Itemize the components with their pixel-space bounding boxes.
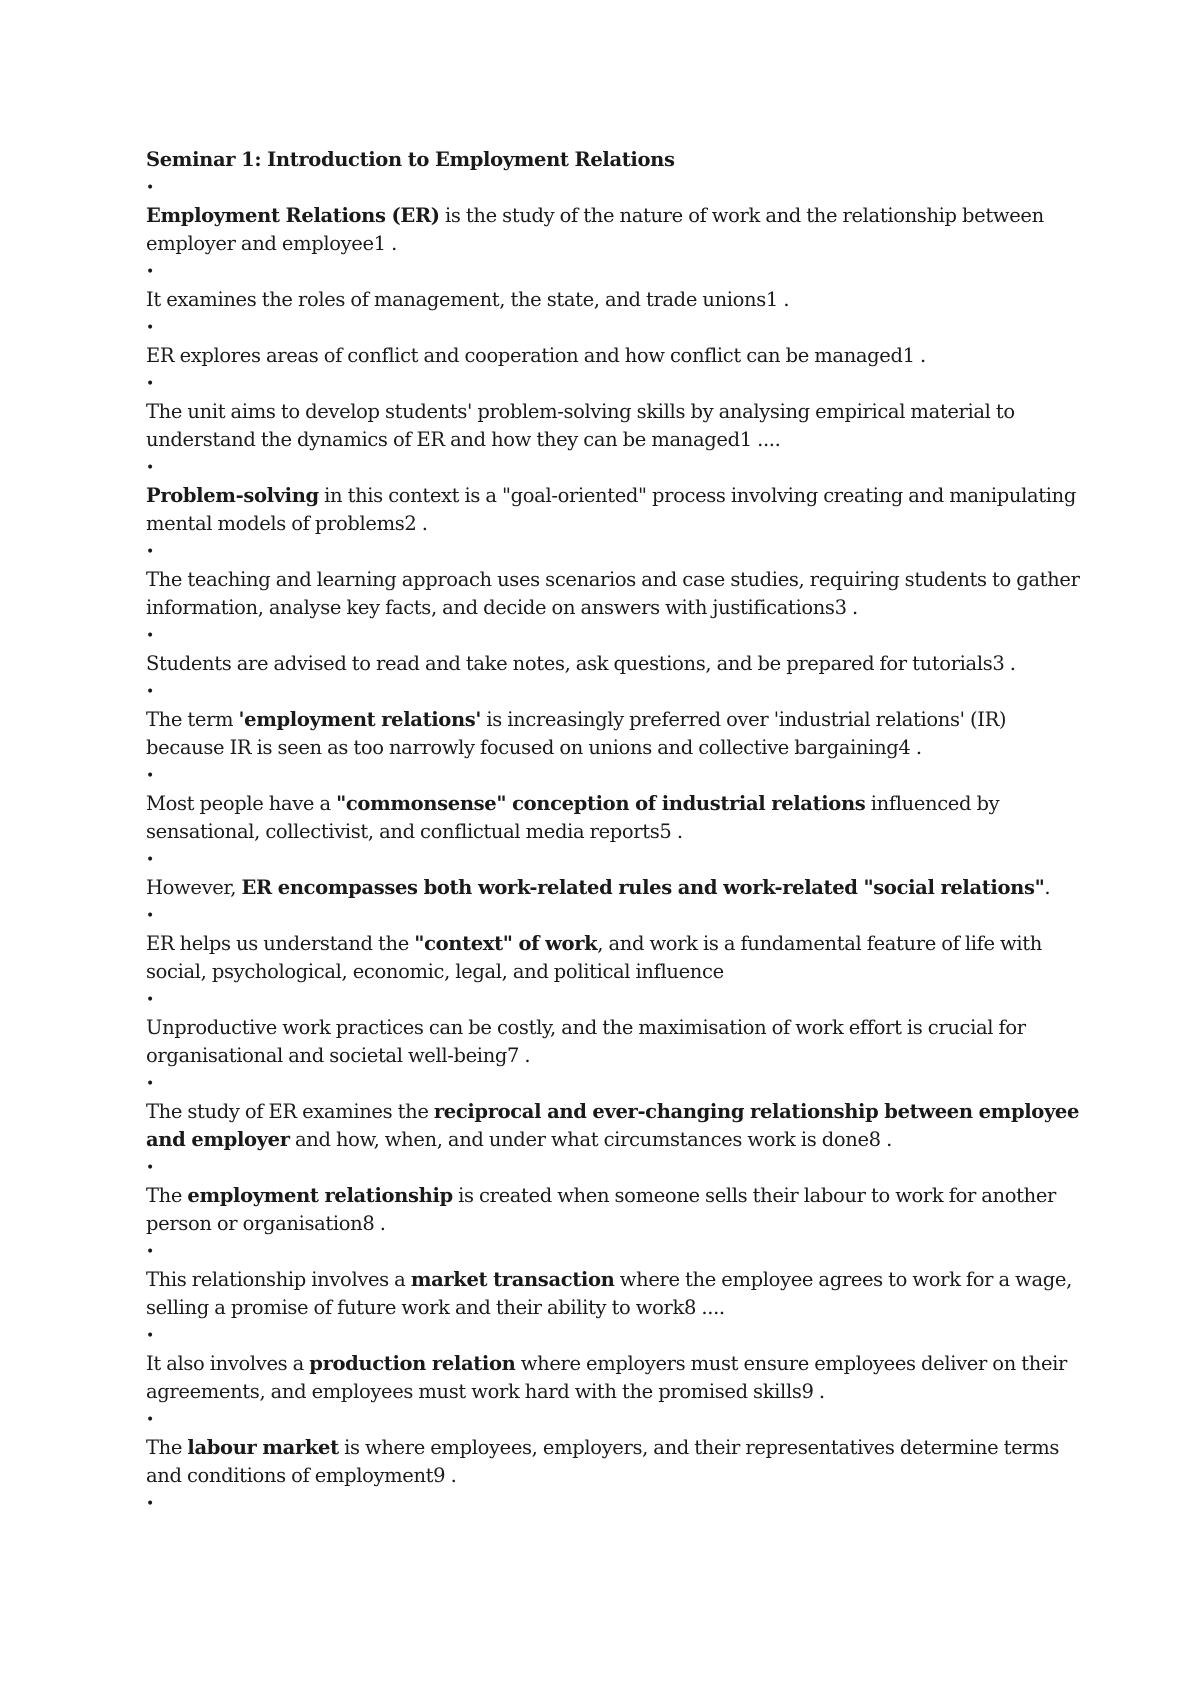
page-title: Seminar 1: Introduction to Employment Relations [146, 148, 675, 171]
text-run: where the employee agrees to work for a wage, selling a promise of future work and their ability to work8 .... [146, 1268, 1072, 1319]
bold-text: market transaction [410, 1268, 615, 1291]
bold-text: ER encompasses both work-related rules and work-related "social relations" [241, 876, 1045, 899]
list-item [146, 1014, 1086, 1070]
bullet-icon: • [146, 264, 154, 280]
text-run: The teaching and learning approach uses scenarios and case studies, requiring students to gather information, analyse key facts, and decide on answers with justifications3 . [146, 568, 1080, 619]
text-run: ER explores areas of conflict and cooperation and how conflict can be managed1 . [146, 344, 926, 367]
text-run: This relationship involves a [146, 1268, 411, 1291]
bullet-icon: • [146, 180, 154, 196]
bullet-icon: • [146, 1076, 154, 1092]
text-run: is the study of the nature of work and the relationship between employer and employee1 . [146, 204, 1044, 255]
bullet-icon: • [146, 1496, 154, 1512]
bullet-icon: • [146, 684, 154, 700]
bullet-icon: • [146, 628, 154, 644]
bullet-icon: • [146, 1244, 154, 1260]
text-run: ER helps us understand the [146, 932, 415, 955]
list-item [146, 930, 1086, 986]
bullet-list [146, 174, 1086, 1518]
list-item [146, 790, 1086, 846]
bullet-icon: • [146, 908, 154, 924]
text-run: The [146, 1184, 188, 1207]
bullet-icon: • [146, 460, 154, 476]
list-item [146, 1434, 1086, 1490]
list-item [146, 342, 1086, 370]
list-item [146, 650, 1086, 678]
list-item [146, 1098, 1086, 1154]
bullet-icon: • [146, 376, 154, 392]
bold-text: production relation [309, 1352, 516, 1375]
document-page [146, 146, 1086, 1518]
list-item [146, 202, 1086, 258]
text-run: However, [146, 876, 242, 899]
list-item [146, 398, 1086, 454]
text-run: is created when someone sells their labour to work for another person or organisation8 . [146, 1184, 1057, 1235]
bullet-icon: • [146, 1160, 154, 1176]
bullet-icon: • [146, 320, 154, 336]
text-run: It also involves a [146, 1352, 310, 1375]
list-item [146, 566, 1086, 622]
list-item [146, 874, 1086, 902]
text-run: is where employees, employers, and their representatives determine terms and conditions of employment9 . [146, 1436, 1060, 1487]
text-run: Most people have a [146, 792, 337, 815]
bold-text: employment relationship [187, 1184, 453, 1207]
bold-text: Employment Relations (ER) [146, 204, 440, 227]
text-run: It examines the roles of management, the state, and trade unions1 . [146, 288, 790, 311]
text-run: in this context is a "goal-oriented" process involving creating and manipulating mental models of problems2 . [146, 484, 1076, 535]
bullet-icon: • [146, 992, 154, 1008]
list-item [146, 1350, 1086, 1406]
text-run: is increasingly preferred over 'industrial relations' (IR) because IR is seen as too narrowly focused on unions and collective bargaining4 . [146, 708, 1007, 759]
bold-text: "commonsense" conception of industrial relations [336, 792, 866, 815]
bullet-icon: • [146, 1328, 154, 1344]
text-run: Students are advised to read and take notes, ask questions, and be prepared for tutorials3 . [146, 652, 1016, 675]
bullet-icon: • [146, 1412, 154, 1428]
list-item [146, 706, 1086, 762]
text-run: , and work is a fundamental feature of life with social, psychological, economic, legal, and political influence [146, 932, 1042, 983]
bullet-icon: • [146, 852, 154, 868]
text-run: . [1044, 876, 1051, 899]
text-run: The study of ER examines the [146, 1100, 434, 1123]
list-item [146, 286, 1086, 314]
text-run: The [146, 1436, 188, 1459]
text-run: influenced by sensational, collectivist, and conflictual media reports5 . [146, 792, 1000, 843]
list-item [146, 1266, 1086, 1322]
text-run: and how, when, and under what circumstances work is done8 . [289, 1128, 892, 1151]
bold-text: "context" of work [414, 932, 598, 955]
text-run: where employers must ensure employees deliver on their agreements, and employees must work hard with the promised skills9 . [146, 1352, 1067, 1403]
bullet-icon: • [146, 768, 154, 784]
list-item [146, 482, 1086, 538]
bold-text: reciprocal and ever-changing relationship between employee and employer [146, 1100, 1080, 1151]
bullet-icon: • [146, 544, 154, 560]
bold-text: labour market [187, 1436, 339, 1459]
bold-text: Problem-solving [146, 484, 319, 507]
text-run: The term [146, 708, 239, 731]
bold-text: 'employment relations' [238, 708, 482, 731]
list-item [146, 1182, 1086, 1238]
text-run: The unit aims to develop students' problem-solving skills by analysing empirical material to understand the dynamics of ER and how they can be managed1 .... [146, 400, 1015, 451]
text-run: Unproductive work practices can be costly, and the maximisation of work effort is crucial for organisational and societal well-being7 . [146, 1016, 1026, 1067]
